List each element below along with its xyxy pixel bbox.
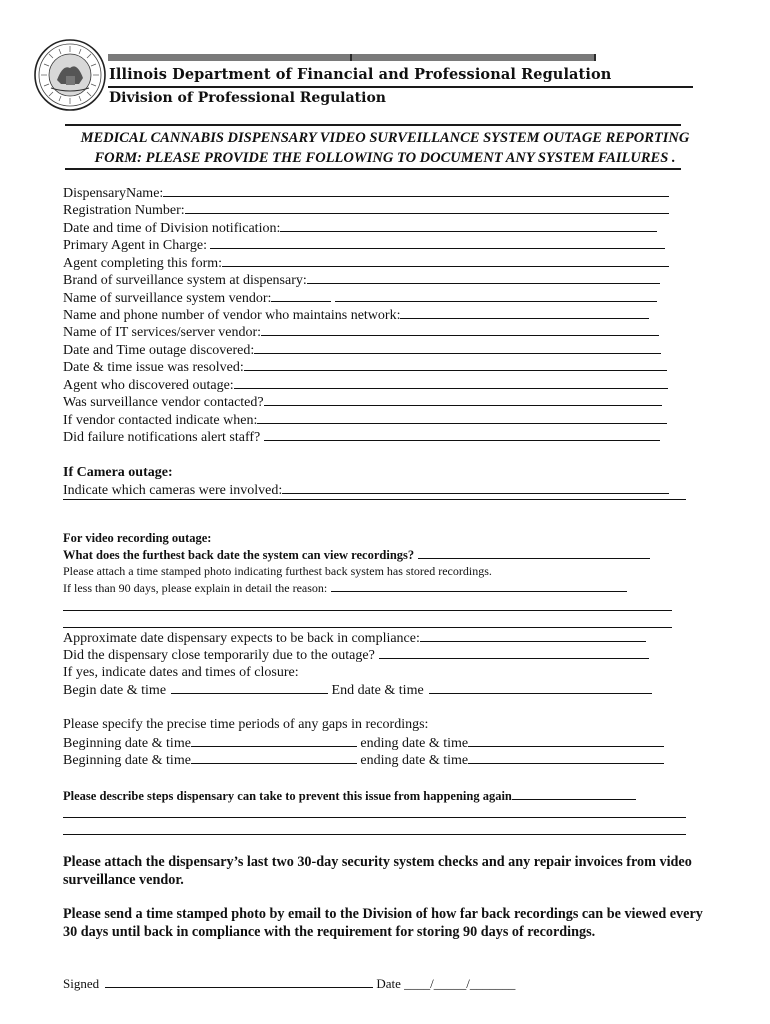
- field-label: End date & time: [331, 683, 424, 698]
- field-label: Did the dispensary close temporarily due to the outage?: [63, 648, 375, 663]
- compliance-date-field[interactable]: [420, 629, 646, 642]
- field-label: Date & time issue was resolved:: [63, 360, 244, 375]
- prevent-field-2[interactable]: [63, 817, 686, 818]
- field-label: Name of IT services/server vendor:: [63, 325, 261, 340]
- prevent-field[interactable]: [512, 787, 636, 800]
- field-label: Approximate date dispensary expects to be back in compliance:: [63, 631, 420, 646]
- field-label: Was surveillance vendor contacted?: [63, 395, 264, 410]
- field-label: Agent who discovered outage:: [63, 378, 234, 393]
- explain-reason-row: [63, 580, 627, 597]
- gap-1-begin-field[interactable]: [191, 734, 357, 747]
- completing-agent-row: [63, 254, 669, 272]
- state-seal-logo: [33, 38, 107, 112]
- field-label: Agent completing this form:: [63, 256, 223, 271]
- field-label: Date and time of Division notification:: [63, 221, 281, 236]
- cameras-involved-row: [63, 481, 669, 499]
- signed-label: Signed: [63, 976, 100, 991]
- field-label: Indicate which cameras were involved:: [63, 483, 283, 498]
- field-label: Brand of surveillance system at dispensary:: [63, 273, 307, 288]
- attach-checks-instruction: Please attach the dispensary’s last two 30-day security system checks and any repair invoices from video surveillance vendor.: [63, 854, 692, 888]
- discovering-agent-field[interactable]: [234, 376, 668, 389]
- field-label: Beginning date & time: [63, 753, 191, 768]
- vendor-contact-time-row: [63, 411, 667, 429]
- notification-date-row: [63, 219, 657, 237]
- system-brand-row: [63, 271, 660, 289]
- notification-date-field[interactable]: [280, 219, 657, 232]
- cameras-involved-field[interactable]: [282, 481, 669, 494]
- system-vendor-field-2[interactable]: [335, 289, 657, 302]
- attach-photo-note: Please attach a time stamped photo indicating furthest back system has stored recordings.: [63, 564, 492, 578]
- closure-dates-label: If yes, indicate dates and times of closure:: [63, 665, 299, 680]
- form-title-line-2: FORM: PLEASE PROVIDE THE FOLLOWING TO DOCUMENT ANY SYSTEM FAILURES .: [94, 150, 676, 166]
- explain-reason-field[interactable]: [331, 581, 627, 592]
- header-divider: [108, 86, 693, 88]
- primary-agent-field[interactable]: [210, 236, 665, 249]
- dispensary-name-row: [63, 184, 669, 202]
- registration-number-field[interactable]: [185, 201, 669, 214]
- discovering-agent-row: [63, 376, 668, 394]
- gaps-intro: Please specify the precise time periods of any gaps in recordings:: [63, 717, 429, 732]
- primary-agent-row: [63, 236, 665, 254]
- vendor-contacted-field[interactable]: [264, 393, 662, 406]
- gap-row-1: [63, 734, 664, 752]
- recording-outage-heading: For video recording outage:: [63, 531, 212, 545]
- explain-reason-field-2[interactable]: [63, 610, 672, 611]
- vendor-contact-time-field[interactable]: [257, 411, 667, 424]
- closure-dates-row: [63, 681, 652, 699]
- it-vendor-row: [63, 323, 659, 341]
- form-title: [60, 128, 710, 168]
- system-brand-field[interactable]: [307, 271, 660, 284]
- notification-alert-field[interactable]: [264, 428, 660, 441]
- it-vendor-field[interactable]: [261, 323, 659, 336]
- system-vendor-field[interactable]: [271, 289, 331, 302]
- prevent-row: [63, 787, 636, 805]
- registration-number-row: [63, 201, 669, 219]
- field-label: Please describe steps dispensary can take to prevent this issue from happening again: [63, 789, 512, 803]
- notification-alert-row: [63, 428, 660, 446]
- prevent-field-3[interactable]: [63, 834, 686, 835]
- gap-2-end-field[interactable]: [468, 751, 664, 764]
- closed-temporarily-field[interactable]: [379, 646, 649, 659]
- outage-discovered-field[interactable]: [254, 341, 661, 354]
- field-label: ending date & time: [360, 753, 469, 768]
- vendor-contacted-row: [63, 393, 662, 411]
- signature-field[interactable]: [105, 976, 373, 988]
- field-label: What does the furthest back date the system can view recordings?: [63, 548, 415, 562]
- division-name: Division of Professional Regulation: [109, 90, 386, 106]
- outage-discovered-row: [63, 341, 661, 359]
- date-label: Date: [376, 976, 401, 991]
- title-rule-top: [65, 124, 681, 126]
- send-photo-instruction: Please send a time stamped photo by email to the Division of how far back recordings can be viewed every 30 days until back in compliance with the requirement for storing 90 days of recordings.: [63, 906, 703, 940]
- field-label: Date and Time outage discovered:: [63, 343, 255, 358]
- furthest-back-field[interactable]: [418, 546, 650, 559]
- field-label: Beginning date & time: [63, 736, 191, 751]
- field-label: DispensaryName:: [63, 186, 164, 201]
- title-rule-bottom: [65, 168, 681, 170]
- explain-reason-field-3[interactable]: [63, 627, 672, 628]
- closure-end-field[interactable]: [429, 681, 652, 694]
- header-top-bar: [108, 54, 596, 61]
- signature-row: [63, 975, 515, 992]
- field-label: If less than 90 days, please explain in detail the reason:: [63, 581, 328, 595]
- field-label: If vendor contacted indicate when:: [63, 413, 258, 428]
- issue-resolved-field[interactable]: [244, 358, 667, 371]
- field-label: Did failure notifications alert staff?: [63, 430, 261, 445]
- furthest-back-row: [63, 546, 650, 564]
- camera-outage-heading: If Camera outage:: [63, 465, 173, 480]
- gap-row-2: [63, 751, 664, 769]
- field-label: ending date & time: [360, 736, 469, 751]
- system-vendor-row: [63, 289, 657, 307]
- completing-agent-field[interactable]: [222, 254, 669, 267]
- field-label: Begin date & time: [63, 683, 167, 698]
- network-vendor-field[interactable]: [400, 306, 649, 319]
- field-label: Name and phone number of vendor who maintains network:: [63, 308, 401, 323]
- issue-resolved-row: [63, 358, 667, 376]
- dispensary-name-field[interactable]: [163, 184, 669, 197]
- network-vendor-row: [63, 306, 649, 324]
- cameras-involved-field-2[interactable]: [63, 499, 686, 500]
- gap-2-begin-field[interactable]: [191, 751, 357, 764]
- form-title-line-1: MEDICAL CANNABIS DISPENSARY VIDEO SURVEILLANCE SYSTEM OUTAGE REPORTING: [80, 130, 690, 146]
- organization-name: Illinois Department of Financial and Professional Regulation: [109, 66, 612, 83]
- field-label: Primary Agent in Charge:: [63, 238, 207, 253]
- signature-date-field[interactable]: ____/_____/_______: [404, 976, 516, 991]
- closed-temporarily-row: [63, 646, 649, 664]
- compliance-date-row: [63, 629, 646, 647]
- field-label: Name of surveillance system vendor:: [63, 291, 272, 306]
- closure-begin-field[interactable]: [171, 681, 328, 694]
- field-label: Registration Number:: [63, 203, 185, 218]
- gap-1-end-field[interactable]: [468, 734, 664, 747]
